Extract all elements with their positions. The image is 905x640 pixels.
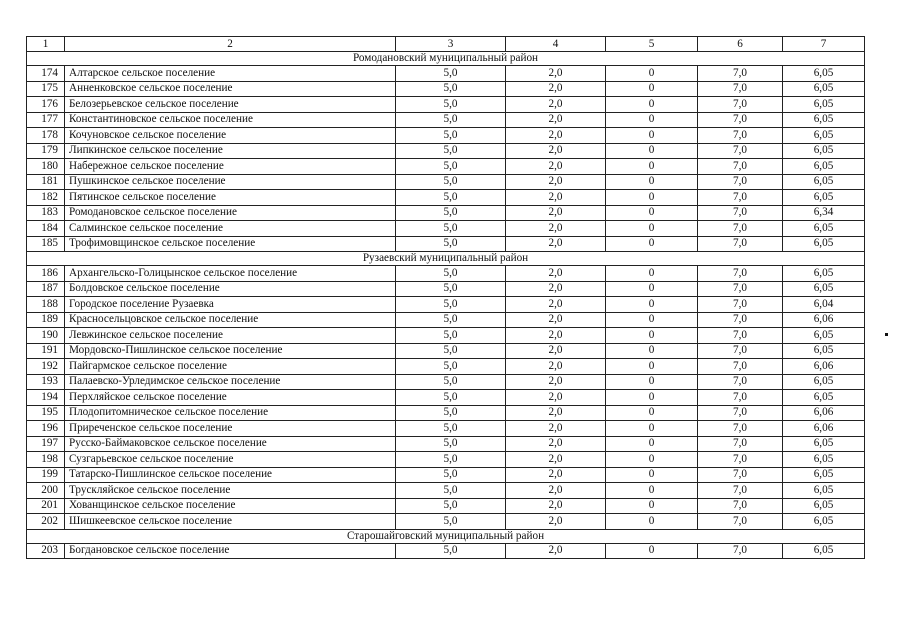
col6-cell: 7,0 bbox=[698, 281, 783, 297]
col5-cell: 0 bbox=[606, 221, 698, 237]
col3-cell: 5,0 bbox=[396, 312, 506, 328]
district-section-row bbox=[27, 252, 865, 266]
district-section-row bbox=[27, 52, 865, 66]
table-row bbox=[27, 281, 865, 297]
column-number-header: 6 bbox=[698, 37, 783, 52]
col5-cell: 0 bbox=[606, 374, 698, 390]
col4-cell: 2,0 bbox=[506, 236, 606, 252]
table-row bbox=[27, 297, 865, 313]
col4-cell: 2,0 bbox=[506, 405, 606, 421]
column-number-header: 4 bbox=[506, 37, 606, 52]
col4-cell: 2,0 bbox=[506, 128, 606, 144]
settlement-name-cell: Ромодановское сельское поселение bbox=[65, 205, 396, 221]
table-row bbox=[27, 483, 865, 499]
col3-cell: 5,0 bbox=[396, 97, 506, 113]
col3-cell: 5,0 bbox=[396, 205, 506, 221]
col3-cell: 5,0 bbox=[396, 190, 506, 206]
table-header-row bbox=[27, 37, 865, 52]
col7-cell: 6,05 bbox=[783, 143, 865, 159]
col4-cell: 2,0 bbox=[506, 221, 606, 237]
col4-cell: 2,0 bbox=[506, 297, 606, 313]
col6-cell: 7,0 bbox=[698, 159, 783, 175]
col6-cell: 7,0 bbox=[698, 514, 783, 530]
settlement-name-cell: Алтарское сельское поселение bbox=[65, 66, 396, 82]
col5-cell: 0 bbox=[606, 405, 698, 421]
col5-cell: 0 bbox=[606, 266, 698, 282]
table-row bbox=[27, 81, 865, 97]
settlement-name-cell: Анненковское сельское поселение bbox=[65, 81, 396, 97]
col5-cell: 0 bbox=[606, 421, 698, 437]
table-row bbox=[27, 112, 865, 128]
col7-cell: 6,06 bbox=[783, 421, 865, 437]
settlement-name-cell: Салминское сельское поселение bbox=[65, 221, 396, 237]
col3-cell: 5,0 bbox=[396, 281, 506, 297]
table-row bbox=[27, 190, 865, 206]
col3-cell: 5,0 bbox=[396, 374, 506, 390]
col7-cell: 6,05 bbox=[783, 281, 865, 297]
col4-cell: 2,0 bbox=[506, 312, 606, 328]
row-number-cell: 177 bbox=[27, 112, 65, 128]
col3-cell: 5,0 bbox=[396, 328, 506, 344]
settlement-name-cell: Пушкинское сельское поселение bbox=[65, 174, 396, 190]
settlement-name-cell: Плодопитомническое сельское поселение bbox=[65, 405, 396, 421]
col5-cell: 0 bbox=[606, 498, 698, 514]
col5-cell: 0 bbox=[606, 66, 698, 82]
row-number-cell: 202 bbox=[27, 514, 65, 530]
col7-cell: 6,05 bbox=[783, 66, 865, 82]
col6-cell: 7,0 bbox=[698, 66, 783, 82]
col4-cell: 2,0 bbox=[506, 190, 606, 206]
table-row bbox=[27, 452, 865, 468]
column-number-header: 2 bbox=[65, 37, 396, 52]
table-row bbox=[27, 143, 865, 159]
col7-cell: 6,05 bbox=[783, 266, 865, 282]
table-row bbox=[27, 66, 865, 82]
row-number-cell: 200 bbox=[27, 483, 65, 499]
col7-cell: 6,05 bbox=[783, 543, 865, 559]
table-row bbox=[27, 543, 865, 559]
col4-cell: 2,0 bbox=[506, 174, 606, 190]
table-row bbox=[27, 405, 865, 421]
row-number-cell: 188 bbox=[27, 297, 65, 313]
table-row bbox=[27, 467, 865, 483]
col4-cell: 2,0 bbox=[506, 112, 606, 128]
column-number-header: 7 bbox=[783, 37, 865, 52]
settlement-name-cell: Белозерьевское сельское поселение bbox=[65, 97, 396, 113]
row-number-cell: 193 bbox=[27, 374, 65, 390]
table-row bbox=[27, 359, 865, 375]
col4-cell: 2,0 bbox=[506, 390, 606, 406]
settlement-name-cell: Трофимовщинское сельское поселение bbox=[65, 236, 396, 252]
row-number-cell: 182 bbox=[27, 190, 65, 206]
col7-cell: 6,34 bbox=[783, 205, 865, 221]
settlement-name-cell: Набережное сельское поселение bbox=[65, 159, 396, 175]
col7-cell: 6,05 bbox=[783, 483, 865, 499]
col6-cell: 7,0 bbox=[698, 543, 783, 559]
col7-cell: 6,05 bbox=[783, 81, 865, 97]
district-section-row bbox=[27, 529, 865, 543]
row-number-cell: 176 bbox=[27, 97, 65, 113]
col6-cell: 7,0 bbox=[698, 128, 783, 144]
column-number-header: 3 bbox=[396, 37, 506, 52]
row-number-cell: 190 bbox=[27, 328, 65, 344]
col3-cell: 5,0 bbox=[396, 128, 506, 144]
district-title: Ромодановский муниципальный район bbox=[27, 52, 865, 66]
row-number-cell: 201 bbox=[27, 498, 65, 514]
row-number-cell: 183 bbox=[27, 205, 65, 221]
row-number-cell: 199 bbox=[27, 467, 65, 483]
settlement-name-cell: Сузгарьевское сельское поселение bbox=[65, 452, 396, 468]
settlement-name-cell: Шишкеевское сельское поселение bbox=[65, 514, 396, 530]
settlement-name-cell: Пятинское сельское поселение bbox=[65, 190, 396, 206]
col5-cell: 0 bbox=[606, 483, 698, 499]
col5-cell: 0 bbox=[606, 297, 698, 313]
col5-cell: 0 bbox=[606, 97, 698, 113]
col5-cell: 0 bbox=[606, 514, 698, 530]
col7-cell: 6,06 bbox=[783, 405, 865, 421]
col6-cell: 7,0 bbox=[698, 328, 783, 344]
col7-cell: 6,05 bbox=[783, 467, 865, 483]
col3-cell: 5,0 bbox=[396, 221, 506, 237]
col4-cell: 2,0 bbox=[506, 97, 606, 113]
table-row bbox=[27, 421, 865, 437]
col6-cell: 7,0 bbox=[698, 174, 783, 190]
col6-cell: 7,0 bbox=[698, 390, 783, 406]
row-number-cell: 181 bbox=[27, 174, 65, 190]
settlement-name-cell: Мордовско-Пишлинское сельское поселение bbox=[65, 343, 396, 359]
col5-cell: 0 bbox=[606, 390, 698, 406]
col6-cell: 7,0 bbox=[698, 359, 783, 375]
col3-cell: 5,0 bbox=[396, 343, 506, 359]
col3-cell: 5,0 bbox=[396, 174, 506, 190]
col6-cell: 7,0 bbox=[698, 374, 783, 390]
col4-cell: 2,0 bbox=[506, 159, 606, 175]
table-row bbox=[27, 514, 865, 530]
col7-cell: 6,05 bbox=[783, 112, 865, 128]
settlement-name-cell: Болдовское сельское поселение bbox=[65, 281, 396, 297]
col3-cell: 5,0 bbox=[396, 543, 506, 559]
district-title: Старошайговский муниципальный район bbox=[27, 529, 865, 543]
col4-cell: 2,0 bbox=[506, 266, 606, 282]
col3-cell: 5,0 bbox=[396, 66, 506, 82]
settlement-name-cell: Татарско-Пишлинское сельское поселение bbox=[65, 467, 396, 483]
settlement-name-cell: Городское поселение Рузаевка bbox=[65, 297, 396, 313]
table-row bbox=[27, 159, 865, 175]
col5-cell: 0 bbox=[606, 143, 698, 159]
col3-cell: 5,0 bbox=[396, 452, 506, 468]
col4-cell: 2,0 bbox=[506, 328, 606, 344]
col7-cell: 6,05 bbox=[783, 190, 865, 206]
col3-cell: 5,0 bbox=[396, 498, 506, 514]
col4-cell: 2,0 bbox=[506, 66, 606, 82]
row-number-cell: 184 bbox=[27, 221, 65, 237]
col3-cell: 5,0 bbox=[396, 236, 506, 252]
row-number-cell: 187 bbox=[27, 281, 65, 297]
col3-cell: 5,0 bbox=[396, 514, 506, 530]
settlement-name-cell: Перхляйское сельское поселение bbox=[65, 390, 396, 406]
col7-cell: 6,05 bbox=[783, 374, 865, 390]
table-row bbox=[27, 174, 865, 190]
col6-cell: 7,0 bbox=[698, 97, 783, 113]
table-row bbox=[27, 343, 865, 359]
table-row bbox=[27, 97, 865, 113]
row-number-cell: 185 bbox=[27, 236, 65, 252]
settlement-name-cell: Кочуновское сельское поселение bbox=[65, 128, 396, 144]
col7-cell: 6,05 bbox=[783, 236, 865, 252]
settlement-name-cell: Красносельцовское сельское поселение bbox=[65, 312, 396, 328]
col4-cell: 2,0 bbox=[506, 467, 606, 483]
row-number-cell: 192 bbox=[27, 359, 65, 375]
col6-cell: 7,0 bbox=[698, 312, 783, 328]
col5-cell: 0 bbox=[606, 159, 698, 175]
col6-cell: 7,0 bbox=[698, 221, 783, 237]
table-row bbox=[27, 205, 865, 221]
col6-cell: 7,0 bbox=[698, 236, 783, 252]
row-number-cell: 179 bbox=[27, 143, 65, 159]
row-number-cell: 178 bbox=[27, 128, 65, 144]
stray-dot-mark bbox=[885, 333, 888, 336]
col5-cell: 0 bbox=[606, 312, 698, 328]
settlement-name-cell: Левжинское сельское поселение bbox=[65, 328, 396, 344]
col3-cell: 5,0 bbox=[396, 159, 506, 175]
col4-cell: 2,0 bbox=[506, 436, 606, 452]
col5-cell: 0 bbox=[606, 359, 698, 375]
col5-cell: 0 bbox=[606, 343, 698, 359]
settlement-name-cell: Липкинское сельское поселение bbox=[65, 143, 396, 159]
col7-cell: 6,06 bbox=[783, 312, 865, 328]
col6-cell: 7,0 bbox=[698, 266, 783, 282]
col5-cell: 0 bbox=[606, 436, 698, 452]
col4-cell: 2,0 bbox=[506, 143, 606, 159]
col5-cell: 0 bbox=[606, 112, 698, 128]
row-number-cell: 194 bbox=[27, 390, 65, 406]
col4-cell: 2,0 bbox=[506, 343, 606, 359]
col7-cell: 6,05 bbox=[783, 174, 865, 190]
col4-cell: 2,0 bbox=[506, 205, 606, 221]
col7-cell: 6,05 bbox=[783, 159, 865, 175]
col3-cell: 5,0 bbox=[396, 405, 506, 421]
settlement-name-cell: Палаевско-Урледимское сельское поселение bbox=[65, 374, 396, 390]
data-table bbox=[26, 36, 865, 559]
col3-cell: 5,0 bbox=[396, 483, 506, 499]
settlement-name-cell: Богдановское сельское поселение bbox=[65, 543, 396, 559]
row-number-cell: 191 bbox=[27, 343, 65, 359]
col6-cell: 7,0 bbox=[698, 81, 783, 97]
settlement-name-cell: Пайгармское сельское поселение bbox=[65, 359, 396, 375]
col6-cell: 7,0 bbox=[698, 112, 783, 128]
col7-cell: 6,05 bbox=[783, 452, 865, 468]
col3-cell: 5,0 bbox=[396, 266, 506, 282]
column-number-header: 1 bbox=[27, 37, 65, 52]
col6-cell: 7,0 bbox=[698, 343, 783, 359]
col7-cell: 6,05 bbox=[783, 221, 865, 237]
column-number-header: 5 bbox=[606, 37, 698, 52]
row-number-cell: 203 bbox=[27, 543, 65, 559]
col6-cell: 7,0 bbox=[698, 483, 783, 499]
col6-cell: 7,0 bbox=[698, 205, 783, 221]
settlement-name-cell: Трускляйское сельское поселение bbox=[65, 483, 396, 499]
col7-cell: 6,05 bbox=[783, 97, 865, 113]
row-number-cell: 198 bbox=[27, 452, 65, 468]
col7-cell: 6,05 bbox=[783, 436, 865, 452]
col5-cell: 0 bbox=[606, 236, 698, 252]
col3-cell: 5,0 bbox=[396, 467, 506, 483]
col5-cell: 0 bbox=[606, 190, 698, 206]
row-number-cell: 196 bbox=[27, 421, 65, 437]
col6-cell: 7,0 bbox=[698, 421, 783, 437]
col4-cell: 2,0 bbox=[506, 281, 606, 297]
col3-cell: 5,0 bbox=[396, 390, 506, 406]
col4-cell: 2,0 bbox=[506, 543, 606, 559]
col3-cell: 5,0 bbox=[396, 112, 506, 128]
col4-cell: 2,0 bbox=[506, 359, 606, 375]
col5-cell: 0 bbox=[606, 174, 698, 190]
col7-cell: 6,05 bbox=[783, 328, 865, 344]
col3-cell: 5,0 bbox=[396, 81, 506, 97]
col7-cell: 6,05 bbox=[783, 343, 865, 359]
col5-cell: 0 bbox=[606, 281, 698, 297]
col5-cell: 0 bbox=[606, 543, 698, 559]
table-row bbox=[27, 221, 865, 237]
col6-cell: 7,0 bbox=[698, 452, 783, 468]
col5-cell: 0 bbox=[606, 467, 698, 483]
row-number-cell: 174 bbox=[27, 66, 65, 82]
col6-cell: 7,0 bbox=[698, 467, 783, 483]
table-row bbox=[27, 498, 865, 514]
table-row bbox=[27, 128, 865, 144]
row-number-cell: 175 bbox=[27, 81, 65, 97]
settlement-name-cell: Константиновское сельское поселение bbox=[65, 112, 396, 128]
col3-cell: 5,0 bbox=[396, 436, 506, 452]
row-number-cell: 189 bbox=[27, 312, 65, 328]
col5-cell: 0 bbox=[606, 128, 698, 144]
col7-cell: 6,06 bbox=[783, 359, 865, 375]
table-row bbox=[27, 266, 865, 282]
row-number-cell: 197 bbox=[27, 436, 65, 452]
col6-cell: 7,0 bbox=[698, 498, 783, 514]
row-number-cell: 195 bbox=[27, 405, 65, 421]
settlement-name-cell: Архангельско-Голицынское сельское поселение bbox=[65, 266, 396, 282]
table-row bbox=[27, 390, 865, 406]
col7-cell: 6,05 bbox=[783, 514, 865, 530]
settlement-name-cell: Приреченское сельское поселение bbox=[65, 421, 396, 437]
col5-cell: 0 bbox=[606, 328, 698, 344]
col7-cell: 6,05 bbox=[783, 390, 865, 406]
col3-cell: 5,0 bbox=[396, 421, 506, 437]
col4-cell: 2,0 bbox=[506, 483, 606, 499]
col7-cell: 6,05 bbox=[783, 128, 865, 144]
col3-cell: 5,0 bbox=[396, 143, 506, 159]
col4-cell: 2,0 bbox=[506, 514, 606, 530]
col5-cell: 0 bbox=[606, 81, 698, 97]
col4-cell: 2,0 bbox=[506, 452, 606, 468]
table-row bbox=[27, 328, 865, 344]
col6-cell: 7,0 bbox=[698, 297, 783, 313]
col5-cell: 0 bbox=[606, 452, 698, 468]
col7-cell: 6,05 bbox=[783, 498, 865, 514]
col4-cell: 2,0 bbox=[506, 421, 606, 437]
row-number-cell: 180 bbox=[27, 159, 65, 175]
col6-cell: 7,0 bbox=[698, 436, 783, 452]
table-row bbox=[27, 236, 865, 252]
col6-cell: 7,0 bbox=[698, 405, 783, 421]
col4-cell: 2,0 bbox=[506, 498, 606, 514]
col3-cell: 5,0 bbox=[396, 359, 506, 375]
col5-cell: 0 bbox=[606, 205, 698, 221]
table-row bbox=[27, 436, 865, 452]
col6-cell: 7,0 bbox=[698, 190, 783, 206]
settlement-name-cell: Хованщинское сельское поселение bbox=[65, 498, 396, 514]
row-number-cell: 186 bbox=[27, 266, 65, 282]
settlement-name-cell: Русско-Баймаковское сельское поселение bbox=[65, 436, 396, 452]
col4-cell: 2,0 bbox=[506, 374, 606, 390]
col7-cell: 6,04 bbox=[783, 297, 865, 313]
col3-cell: 5,0 bbox=[396, 297, 506, 313]
table-row bbox=[27, 374, 865, 390]
col4-cell: 2,0 bbox=[506, 81, 606, 97]
table-row bbox=[27, 312, 865, 328]
district-title: Рузаевский муниципальный район bbox=[27, 252, 865, 266]
col6-cell: 7,0 bbox=[698, 143, 783, 159]
